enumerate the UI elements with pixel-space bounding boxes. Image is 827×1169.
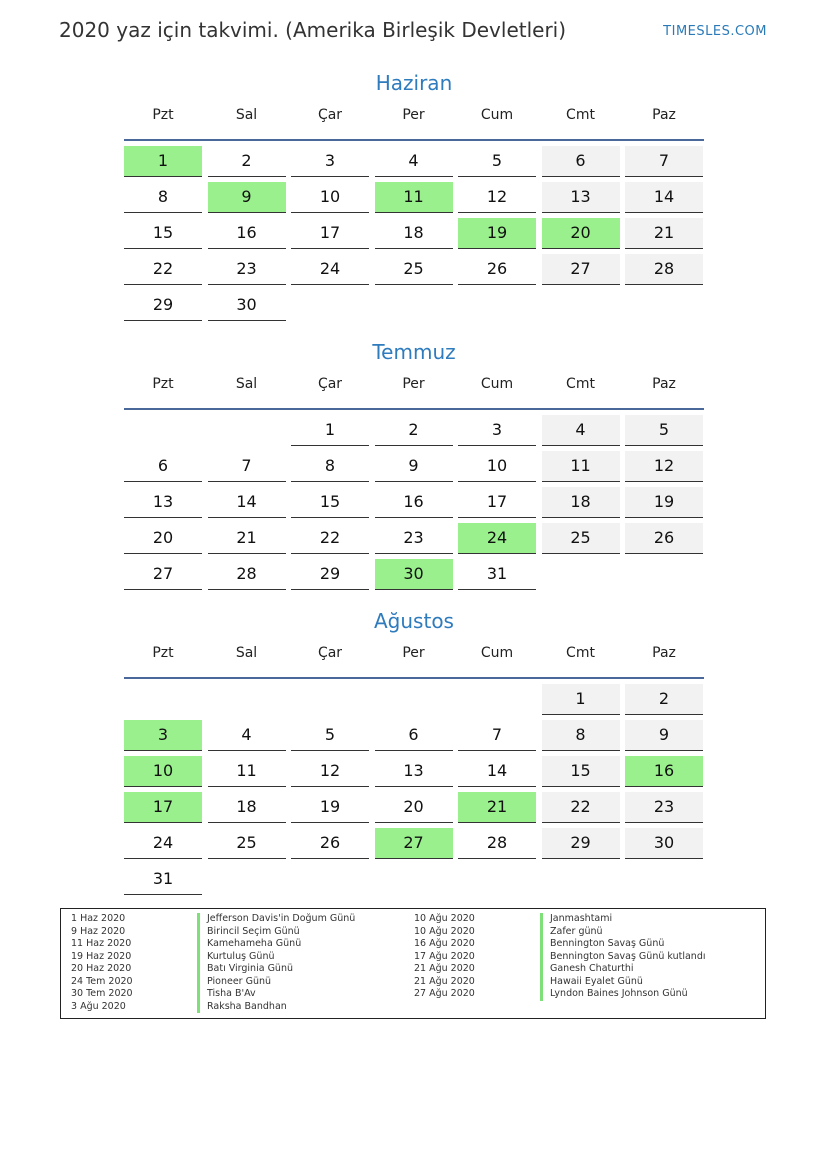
day-cell: 1 [291, 415, 369, 446]
day-cell-holiday: 27 [375, 828, 453, 859]
holiday-date: 17 Ağu 2020 [414, 950, 475, 962]
day-cell: 29 [124, 290, 202, 321]
day-cell: 3 [458, 415, 536, 446]
empty-cell [124, 415, 202, 445]
day-cell: 9 [375, 451, 453, 482]
day-cell: 18 [542, 487, 620, 518]
day-cell: 16 [208, 218, 286, 249]
day-cell: 26 [291, 828, 369, 859]
day-cell: 3 [291, 146, 369, 177]
day-cell: 2 [375, 415, 453, 446]
day-cell: 20 [124, 523, 202, 554]
day-cell-holiday: 11 [375, 182, 453, 213]
day-cell: 29 [291, 559, 369, 590]
day-cell-holiday: 10 [124, 756, 202, 787]
weekday-label: Per [402, 376, 425, 392]
empty-cell [124, 684, 202, 714]
holiday-date: 1 Haz 2020 [71, 913, 126, 924]
month-title: Ağustos [374, 609, 454, 633]
day-cell: 25 [542, 523, 620, 554]
day-cell: 25 [208, 828, 286, 859]
day-cell: 11 [542, 451, 620, 482]
holiday-name: Batı Virginia Günü [197, 963, 293, 976]
weekday-label: Cmt [566, 107, 595, 123]
holiday-name: Kamehameha Günü [197, 938, 301, 951]
day-cell: 30 [625, 828, 703, 859]
weekday-label: Çar [317, 107, 343, 123]
holiday-name: Tisha B'Av [197, 988, 256, 1001]
holiday-date: 20 Haz 2020 [71, 963, 132, 974]
day-cell-holiday: 30 [375, 559, 453, 590]
holiday-date: 19 Haz 2020 [71, 950, 132, 962]
day-cell: 30 [208, 290, 286, 321]
day-cell: 22 [124, 254, 202, 285]
holiday-name: Pioneer Günü [197, 976, 271, 989]
day-cell: 4 [542, 415, 620, 446]
month-july [124, 338, 704, 590]
page-title: 2020 yaz için takvimi. (Amerika Birleşik Devletleri) [59, 18, 567, 42]
day-cell-holiday: 9 [208, 182, 286, 213]
holiday-name: Bennington Savaş Günü [540, 938, 664, 951]
day-cell-holiday: 1 [124, 146, 202, 177]
weekday-label: Çar [317, 645, 343, 661]
day-cell: 18 [375, 218, 453, 249]
day-cell: 14 [625, 182, 703, 213]
weekday-label: Paz [652, 645, 676, 661]
day-cell: 13 [542, 182, 620, 213]
day-cell: 24 [124, 828, 202, 859]
day-cell: 6 [375, 720, 453, 751]
day-cell: 19 [625, 487, 703, 518]
weekday-header [124, 97, 704, 141]
weekday-label: Cum [480, 376, 514, 392]
empty-cell [291, 684, 369, 714]
holiday-name: Janmashtami [540, 913, 612, 926]
weekday-label: Pzt [152, 376, 174, 392]
day-cell: 14 [208, 487, 286, 518]
holiday-date: 27 Ağu 2020 [414, 988, 475, 999]
weekday-label: Sal [235, 107, 258, 123]
weekday-label: Cum [480, 645, 514, 661]
holiday-date: 30 Tem 2020 [71, 988, 133, 999]
empty-cell [208, 684, 286, 714]
day-cell-holiday: 21 [458, 792, 536, 823]
holiday-name: Lyndon Baines Johnson Günü [540, 988, 688, 1001]
weekday-label: Paz [652, 107, 676, 123]
holiday-date: 3 Ağu 2020 [71, 1000, 126, 1012]
day-cell-holiday: 17 [124, 792, 202, 823]
day-cell-holiday: 19 [458, 218, 536, 249]
holiday-name: Jefferson Davis'in Doğum Günü [197, 913, 355, 926]
day-cell: 8 [291, 451, 369, 482]
holiday-date: 24 Tem 2020 [71, 975, 133, 987]
day-cell-holiday: 20 [542, 218, 620, 249]
day-cell: 2 [625, 684, 703, 715]
day-cell: 26 [458, 254, 536, 285]
day-cell: 7 [625, 146, 703, 177]
day-cell: 17 [458, 487, 536, 518]
day-cell: 23 [625, 792, 703, 823]
weekday-header [124, 635, 704, 679]
day-cell: 27 [124, 559, 202, 590]
holiday-name: Bennington Savaş Günü kutlandı [540, 951, 706, 964]
month-august [124, 607, 704, 895]
day-cell: 28 [208, 559, 286, 590]
day-cell: 28 [458, 828, 536, 859]
weekday-label: Paz [652, 376, 676, 392]
day-cell: 15 [124, 218, 202, 249]
day-cell-holiday: 3 [124, 720, 202, 751]
day-cell: 5 [291, 720, 369, 751]
empty-cell [208, 415, 286, 445]
weekday-label: Sal [235, 376, 258, 392]
day-cell: 27 [542, 254, 620, 285]
day-cell: 13 [124, 487, 202, 518]
day-cell: 12 [291, 756, 369, 787]
day-cell: 4 [375, 146, 453, 177]
day-cell: 4 [208, 720, 286, 751]
day-cell: 6 [542, 146, 620, 177]
day-cell: 8 [542, 720, 620, 751]
day-cell: 23 [375, 523, 453, 554]
holiday-date: 10 Ağu 2020 [414, 913, 475, 924]
day-cell: 19 [291, 792, 369, 823]
day-cell: 9 [625, 720, 703, 751]
day-cell: 12 [458, 182, 536, 213]
day-cell: 5 [458, 146, 536, 177]
day-cell: 11 [208, 756, 286, 787]
day-cell-holiday: 16 [625, 756, 703, 787]
brand-link[interactable]: TIMESLES.COM [663, 24, 767, 39]
day-cell: 21 [625, 218, 703, 249]
day-cell: 14 [458, 756, 536, 787]
day-cell: 10 [291, 182, 369, 213]
day-cell: 22 [542, 792, 620, 823]
day-cell: 18 [208, 792, 286, 823]
holiday-name: Hawaii Eyalet Günü [540, 976, 643, 989]
weekday-header [124, 366, 704, 410]
day-cell: 22 [291, 523, 369, 554]
holiday-name: Kurtuluş Günü [197, 951, 274, 964]
weekday-label: Pzt [152, 107, 174, 123]
holiday-date: 11 Haz 2020 [71, 938, 132, 949]
empty-cell [458, 684, 536, 714]
holiday-list [60, 908, 766, 1019]
day-cell: 17 [291, 218, 369, 249]
weekday-label: Per [402, 645, 425, 661]
day-cell: 15 [542, 756, 620, 787]
days-grid [124, 146, 704, 321]
weekday-label: Çar [317, 376, 343, 392]
days-grid [124, 684, 704, 895]
day-cell: 10 [458, 451, 536, 482]
day-cell: 7 [458, 720, 536, 751]
day-cell: 25 [375, 254, 453, 285]
day-cell: 5 [625, 415, 703, 446]
month-title: Haziran [375, 71, 453, 95]
day-cell: 2 [208, 146, 286, 177]
day-cell: 28 [625, 254, 703, 285]
day-cell: 24 [291, 254, 369, 285]
day-cell: 13 [375, 756, 453, 787]
day-cell: 31 [124, 864, 202, 895]
weekday-label: Cmt [566, 376, 595, 392]
day-cell: 20 [375, 792, 453, 823]
day-cell: 31 [458, 559, 536, 590]
day-cell: 29 [542, 828, 620, 859]
day-cell-holiday: 24 [458, 523, 536, 554]
day-cell: 7 [208, 451, 286, 482]
holiday-name: Birincil Seçim Günü [197, 926, 300, 939]
weekday-label: Cum [480, 107, 514, 123]
day-cell: 6 [124, 451, 202, 482]
days-grid [124, 415, 704, 590]
weekday-label: Per [402, 107, 425, 123]
holiday-date: 16 Ağu 2020 [414, 938, 475, 949]
day-cell: 12 [625, 451, 703, 482]
day-cell: 16 [375, 487, 453, 518]
month-title: Temmuz [372, 340, 456, 364]
weekday-label: Cmt [566, 645, 595, 661]
holiday-name: Zafer günü [540, 926, 603, 939]
day-cell: 26 [625, 523, 703, 554]
holiday-date: 10 Ağu 2020 [414, 925, 475, 937]
empty-cell [375, 684, 453, 714]
holiday-date: 9 Haz 2020 [71, 925, 126, 937]
day-cell: 8 [124, 182, 202, 213]
day-cell: 1 [542, 684, 620, 715]
day-cell: 21 [208, 523, 286, 554]
weekday-label: Pzt [152, 645, 174, 661]
day-cell: 15 [291, 487, 369, 518]
weekday-label: Sal [235, 645, 258, 661]
month-june [124, 69, 704, 321]
holiday-name: Ganesh Chaturthi [540, 963, 634, 976]
holiday-date: 21 Ağu 2020 [414, 975, 475, 987]
holiday-name: Raksha Bandhan [197, 1001, 287, 1014]
holiday-date: 21 Ağu 2020 [414, 963, 475, 974]
day-cell: 23 [208, 254, 286, 285]
